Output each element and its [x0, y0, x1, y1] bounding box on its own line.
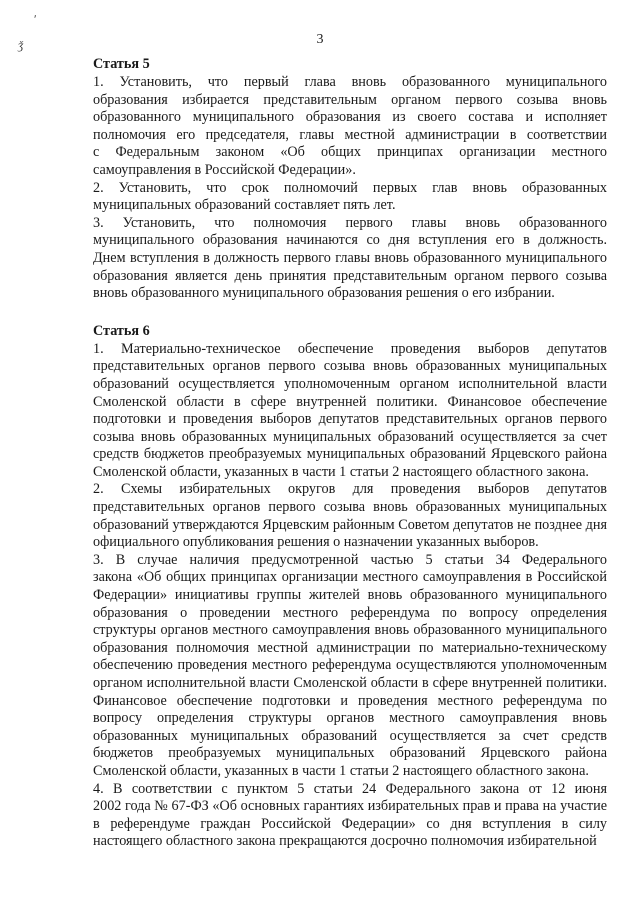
text-line: 2002 года № 67-ФЗ «Об основных гарантиях избирательных прав и права на участие	[93, 798, 607, 815]
text-line: Смоленской области, указанных в части 1 статьи 2 настоящего областного закона.	[93, 762, 589, 779]
text-line: в референдуме граждан Российской Федерации» со дня вступления в силу	[93, 815, 607, 832]
article-spacer	[93, 303, 607, 323]
article-text	[93, 341, 607, 851]
text-line: 2. Установить, что срок полномочий первых глав вновь образованных	[93, 179, 607, 196]
article-text	[93, 74, 607, 303]
text-line: образования является день принятия представительным органом первого созыва	[93, 267, 607, 284]
text-line: Днем вступления в должность первого главы вновь образованного муниципального	[93, 249, 607, 266]
text-line: Финансовое обеспечение подготовки и проведения местного референдума по	[93, 692, 607, 709]
text-line: подготовки и проведения выборов депутатов представительных органов первого	[93, 411, 607, 428]
text-line: органом исполнительной власти Смоленской области в сфере внутренней политики.	[93, 675, 607, 691]
text-line: Смоленской области, указанных в части 1 статьи 2 настоящего областного закона.	[93, 463, 589, 480]
text-line: вопросу определения структуры органов местного самоуправления вновь	[93, 710, 607, 727]
text-line: вновь образованного муниципального образования решения о его избрании.	[93, 285, 555, 302]
text-line: образований осуществляется уполномоченным органом исполнительной власти	[93, 375, 607, 392]
text-line: 1. Установить, что первый глава вновь образованного муниципального	[93, 74, 607, 90]
text-line: 2. Схемы избирательных округов для проведения выборов депутатов	[93, 481, 607, 498]
text-line: 3. Установить, что полномочия первого главы вновь образованного	[93, 214, 607, 231]
text-line: созыва вновь образованных муниципальных образований осуществляется за счет	[93, 428, 607, 445]
text-line: средств бюджетов преобразуемых муниципальных образований Ярцевского района	[93, 446, 607, 463]
text-line: 4. В соответствии с пунктом 5 статьи 24 Федерального закона от 12 июня	[93, 780, 607, 797]
text-line: структуры органов местного самоуправления вновь образованного муниципального	[93, 622, 607, 639]
article-5	[93, 56, 607, 303]
text-line: 1. Материально-техническое обеспечение проведения выборов депутатов	[93, 340, 607, 357]
margin-mark: ǯ	[18, 38, 24, 52]
text-line: настоящего областного закона прекращаются досрочно полномочия избирательной	[93, 833, 597, 850]
text-line: Федерации» инициативы группы жителей вновь образованного муниципального	[93, 587, 607, 604]
text-line: с Федеральным законом «Об общих принципах организации местного	[93, 144, 607, 161]
text-line: представительных органов первого созыва вновь образованных муниципальных	[93, 499, 607, 516]
page-number: 3	[316, 32, 324, 47]
document-body	[93, 56, 607, 851]
text-line: представительных органов первого созыва вновь образованных муниципальных	[93, 358, 607, 375]
text-line: официального опубликования решения о назначении указанных выборов.	[93, 534, 539, 551]
text-line: полномочия его председателя, главы местной администрации в соответствии	[93, 126, 607, 143]
text-line: 3. В случае наличия предусмотренной частью 5 статьи 34 Федерального	[93, 551, 607, 568]
text-line: образования о проведении местного референдума по вопросу определения	[93, 604, 607, 621]
text-line: образования полномочия местной администрации по материально-техническому	[93, 639, 607, 656]
text-line: обеспечению проведения местного референдума осуществляются уполномоченным	[93, 657, 607, 674]
article-title: Статья 5	[93, 56, 150, 72]
article-6	[93, 323, 607, 851]
text-line: муниципального образования начинаются со дня вступления его в должность.	[93, 232, 607, 249]
text-line: образования избирается представительным органом первого созыва вновь	[93, 91, 607, 108]
text-line: закона «Об общих принципах организации местного самоуправления в Российской	[93, 569, 607, 586]
text-line: образований утверждаются Ярцевским районным Советом депутатов не позднее дня	[93, 516, 607, 533]
margin-mark: ʹ	[34, 12, 37, 26]
text-line: муниципальных образований составляет пять лет.	[93, 197, 396, 214]
text-line: самоуправления в Российской Федерации».	[93, 161, 356, 178]
text-line: образованных муниципальных образований осуществляется за счет средств	[93, 727, 607, 744]
text-line: бюджетов преобразуемых муниципальных образований Ярцевского района	[93, 745, 607, 762]
text-line: образованного муниципального образования из своего состава и исполняет	[93, 109, 607, 126]
article-title: Статья 6	[93, 322, 150, 339]
text-line: Смоленской области в сфере внутренней политики. Финансовое обеспечение	[93, 393, 607, 410]
